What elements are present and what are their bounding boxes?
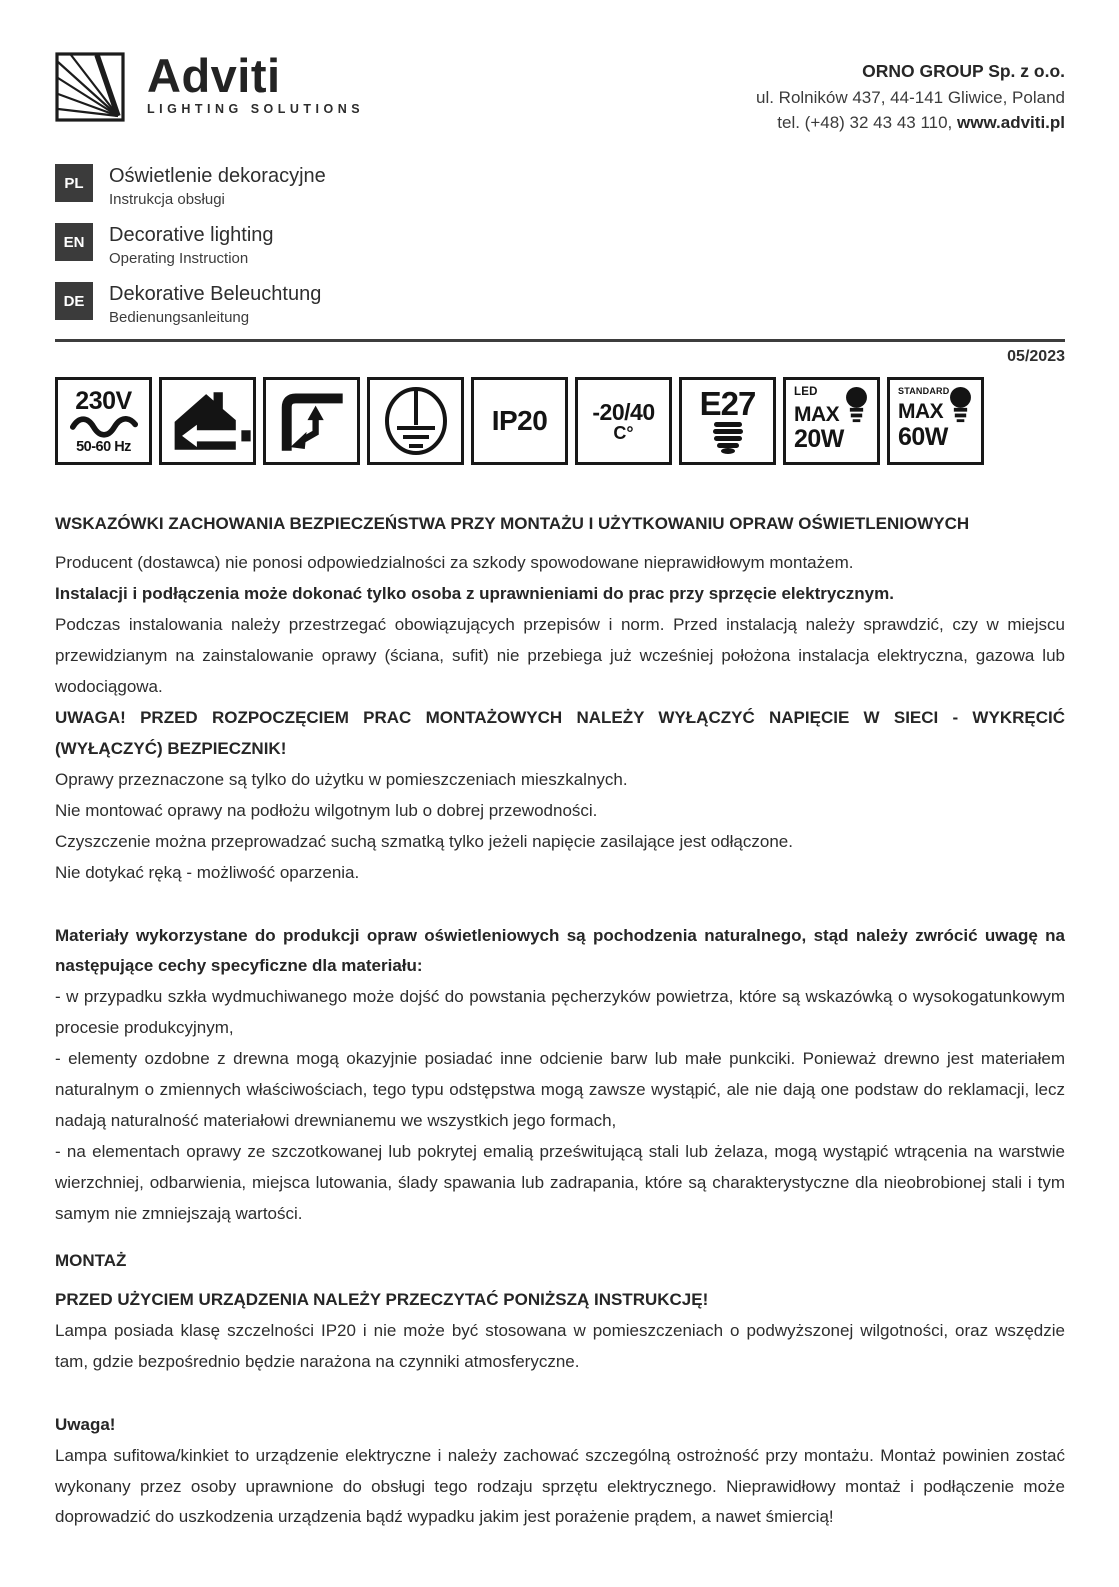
paragraph-glass: - w przypadku szkła wydmuchiwanego może dojść do powstania pęcherzyków powietrza, które są wskazówką o wysokogatunkowym procesie produkcyjnym, [55,987,1065,1038]
adviti-logo-icon [55,52,125,122]
header-divider [55,339,1065,342]
paragraph-damp: Nie montować oprawy na podłożu wilgotnym lub o dobrej przewodności. [55,800,598,820]
logo-tagline: LIGHTING SOLUTIONS [147,102,365,116]
en-subtitle: Operating Instruction [109,250,249,268]
language-row-pl [55,164,1065,208]
paragraph-hot: Nie dotykać ręką - możliwość oparzenia. [55,862,360,882]
standard-max-label: MAX [898,400,944,424]
temperature-unit: C° [613,422,634,443]
e27-socket-icon [679,377,776,465]
adviti-logo [55,49,365,122]
uwaga-heading: Uwaga! [55,1414,116,1434]
voltage-frequency: 50-60 Hz [76,438,131,455]
company-info [756,52,1065,136]
paragraph-electric-danger: Lampa sufitowa/kinkiet to urządzenie elektryczne i należy zachować szczególną ostrożność przy montażu. Montaż powinien zostać wykonany przez osoby uprawnione do obsługi tego rodzaju sprzętu elektrycznego. Nieprawidłowy montaż i podłączenie może doprowadzić do uszkodzenia urządzenia bądź wypadku jakim jest porażenie prądem, a nawet śmiercią! [55,1445,1065,1527]
instruction-text [55,509,1065,1533]
de-language-badge: DE [55,282,93,320]
led-max-power-icon [783,377,880,465]
paragraph-warning-fuse: UWAGA! PRZED ROZPOCZĘCIEM PRAC MONTAŻOWYCH NALEŻY WYŁĄCZYĆ NAPIĘCIE W SIECI - WYKRĘCIĆ (WYŁĄCZYĆ) BEZPIECZNIK! [55,707,1065,758]
spec-icons-row [55,377,1065,465]
pl-title: Oświetlenie dekoracyjne [109,165,326,188]
en-language-badge: EN [55,223,93,261]
logo-text-block [147,49,365,116]
en-title: Decorative lighting [109,224,274,247]
pl-language-badge: PL [55,164,93,202]
read-instruction-heading: PRZED UŻYCIEM URZĄDZENIA NALEŻY PRZECZYTAĆ PONIŻSZĄ INSTRUKCJĘ! [55,1289,709,1309]
montaz-heading: MONTAŻ [55,1250,127,1270]
de-title: Dekorative Beleuchtung [109,283,322,306]
standard-label: STANDARD [898,386,950,397]
company-website: www.adviti.pl [957,113,1065,133]
temperature-range-icon [575,377,672,465]
pl-subtitle: Instrukcja obsługi [109,191,225,209]
ip-rating-value: IP20 [491,405,548,437]
company-phone: tel. (+48) 32 43 43 110, [777,113,957,133]
ip-rating-icon [471,377,568,465]
bulb-icon [947,386,974,424]
page-header [55,49,1065,136]
materials-heading: Materiały wykorzystane do produkcji opraw oświetleniowych są pochodzenia naturalnego, stąd należy zwrócić uwagę na następujące cechy specyficzne dla materiału: [55,925,1065,976]
mounting-orientation-icon [263,377,360,465]
company-contact [756,110,1065,136]
revision-date: 05/2023 [1007,348,1065,366]
led-max-label: MAX [794,402,840,426]
paragraph-ip20: Lampa posiada klasę szczelności IP20 i nie może być stosowana w pomieszczeniach o podwyższonej wilgotności, oraz wszędzie tam, gdzie bezpośrednio będzie narażona na czynniki atmosferyczne. [55,1320,1065,1371]
bulb-icon [843,386,870,424]
logo-name: Adviti [147,49,281,102]
led-max-watt: 20W [794,425,844,454]
sine-wave-icon [65,414,143,440]
standard-max-power-icon [887,377,984,465]
paragraph-cleaning: Czyszczenie można przeprowadzać suchą szmatką tylko jeżeli napięcie zasilające jest odłączone. [55,831,793,851]
protective-earth-icon [367,377,464,465]
led-label: LED [794,386,818,399]
language-row-en [55,223,1065,267]
paragraph-regulations: Podczas instalowania należy przestrzegać obowiązujących przepisów i norm. Przed instalacją należy sprawdzić, czy w miejscu przewidzianym na zainstalowanie oprawy (ściana, sufit) nie przebiega już wcześniej położona instalacja elektryczna, gazowa lub wodociągowa. [55,615,1065,696]
paragraph-liability: Producent (dostawca) nie ponosi odpowiedzialności za szkody spowodowane nieprawidłowym montażem. [55,553,854,573]
screw-base-icon [710,422,746,454]
paragraph-qualified: Instalacji i podłączenia może dokonać tylko osoba z uprawnieniami do prac przy sprzęcie elektrycznym. [55,584,894,604]
company-name: ORNO GROUP Sp. z o.o. [862,61,1065,81]
language-row-de [55,282,1065,326]
socket-type: E27 [699,385,756,423]
indoor-use-icon [159,377,256,465]
company-address: ul. Rolników 437, 44-141 Gliwice, Poland [755,87,1065,107]
paragraph-wood: - elementy ozdobne z drewna mogą okazyjnie posiadać inne odcienie barw lub małe punkciki. Ponieważ drewno jest materiałem naturalnym o zmiennych właściwościach, tego typu odstępstwa mogą zawsze wystąpić, ale nie dają one podstaw do reklamacji, lecz nadają naturalność materiałowi drewnianemu we wszystkich jego formach, [55,1049,1065,1131]
safety-heading: WSKAZÓWKI ZACHOWANIA BEZPIECZEŃSTWA PRZY MONTAŻU I UŻYTKOWANIU OPRAW OŚWIETLENIOWYCH [55,514,970,534]
voltage-icon [55,377,152,465]
standard-max-watt: 60W [898,422,948,451]
language-titles [55,164,1065,326]
voltage-value: 230V [75,386,132,415]
paragraph-steel: - na elementach oprawy ze szczotkowanej lub pokrytej emalią prześwitującą stali lub żelaza, mogą wystąpić wtrącenia na warstwie wierzchniej, odbarwienia, miejsca lutowania, ślady spawania lub zadrapania, które są charakterystyczne dla nieobrobionej stali i tym samym nie zmniejszają wartości. [55,1142,1065,1223]
de-subtitle: Bedienungsanleitung [109,309,250,327]
paragraph-residential: Oprawy przeznaczone są tylko do użytku w pomieszczeniach mieszkalnych. [55,769,628,789]
temperature-range: -20/40 [592,398,655,425]
